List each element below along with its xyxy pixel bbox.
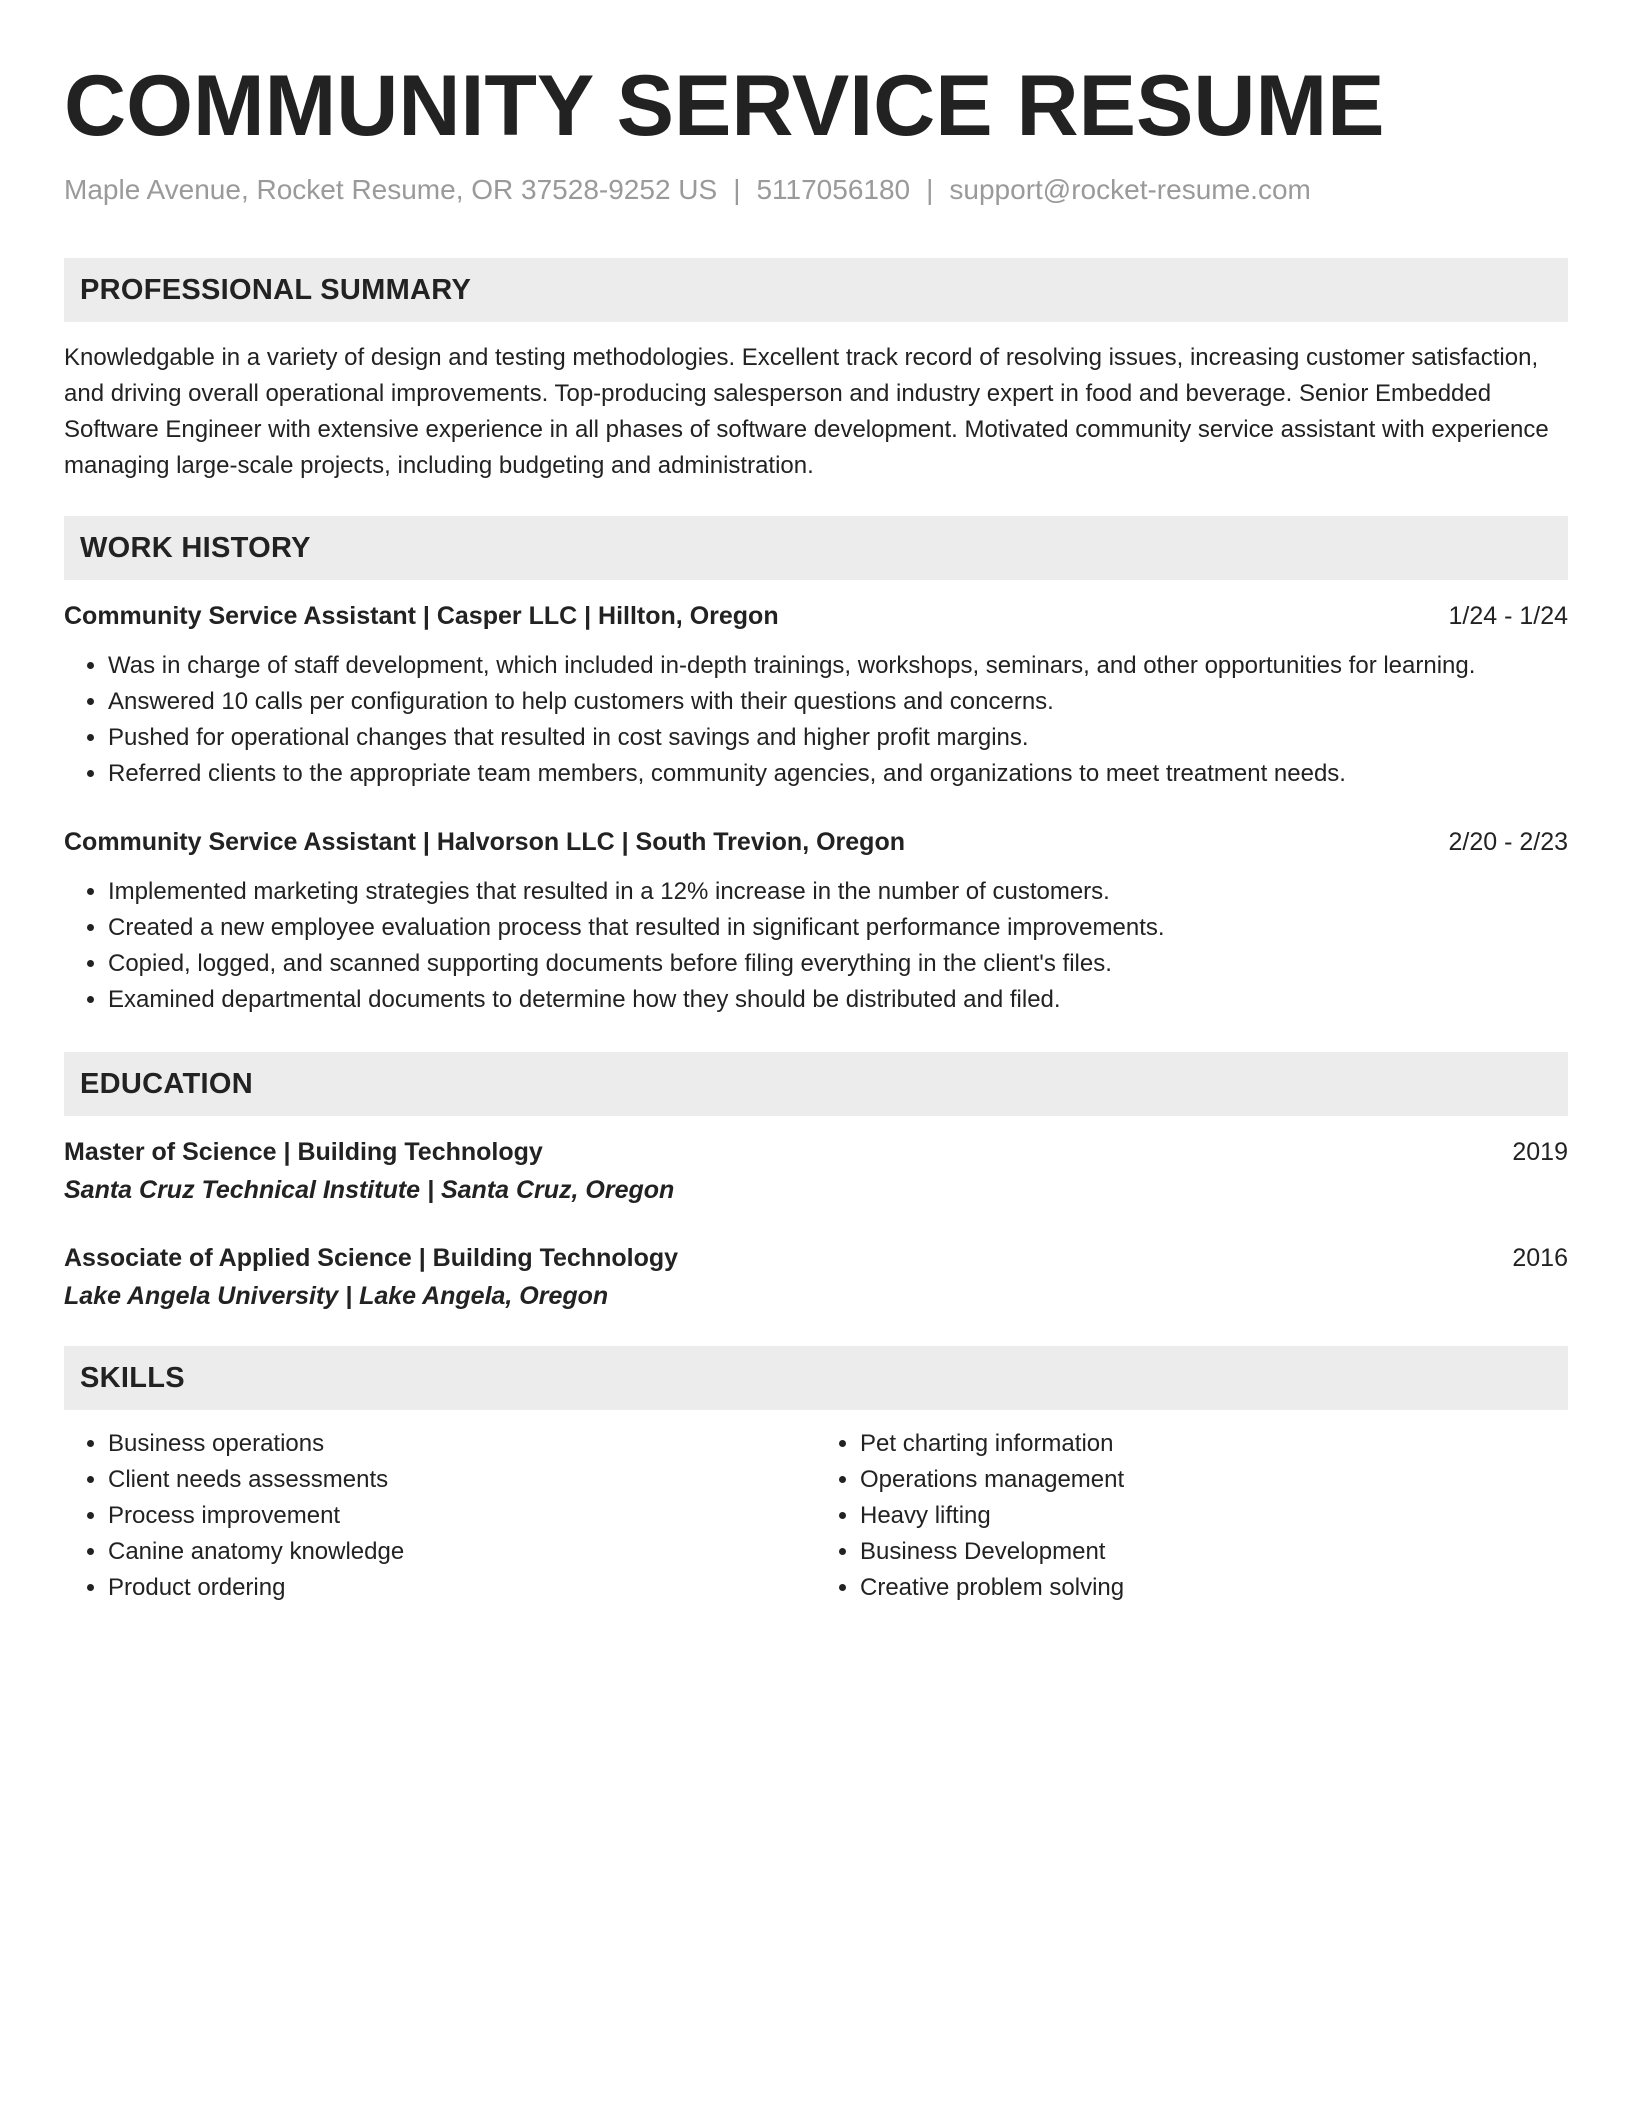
job-bullet: • Examined departmental documents to determine how they should be distributed and filed. bbox=[108, 982, 1568, 1018]
skill-item: • Client needs assessments bbox=[108, 1462, 816, 1498]
skill-item: • Product ordering bbox=[108, 1570, 816, 1606]
contact-email: support@rocket-resume.com bbox=[949, 174, 1311, 205]
job-bullet: • Answered 10 calls per configuration to help customers with their questions and concerns. bbox=[108, 684, 1568, 720]
education-header bbox=[64, 1134, 1568, 1170]
resume-title: COMMUNITY SERVICE RESUME bbox=[64, 58, 1385, 154]
contact-separator: | bbox=[733, 174, 741, 205]
job-header bbox=[64, 824, 1568, 860]
contact-line bbox=[64, 172, 1568, 208]
job-bullet: • Pushed for operational changes that resulted in cost savings and higher profit margins. bbox=[108, 720, 1568, 756]
education-degree: Associate of Applied Science | Building Technology bbox=[64, 1244, 679, 1272]
job-dates: 1/24 - 1/24 bbox=[1448, 602, 1568, 630]
job-entry bbox=[64, 598, 1568, 792]
skills-heading: SKILLS bbox=[64, 1346, 1568, 1410]
skills-left-column bbox=[64, 1426, 816, 1606]
education-school: Lake Angela University | Lake Angela, Oregon bbox=[64, 1282, 609, 1310]
education-section bbox=[64, 1052, 1568, 1316]
work-history-section bbox=[64, 516, 1568, 1018]
skill-item: • Canine anatomy knowledge bbox=[108, 1534, 816, 1570]
skills-section bbox=[64, 1346, 1568, 1606]
education-school: Santa Cruz Technical Institute | Santa Cruz, Oregon bbox=[64, 1176, 675, 1204]
skill-item: • Business operations bbox=[108, 1426, 816, 1462]
skill-item: • Creative problem solving bbox=[860, 1570, 1568, 1606]
education-header bbox=[64, 1240, 1568, 1276]
job-bullet: • Copied, logged, and scanned supporting documents before filing everything in the client's files. bbox=[108, 946, 1568, 982]
job-bullet: • Was in charge of staff development, which included in-depth trainings, workshops, seminars, and other opportunities for learning. bbox=[108, 648, 1568, 684]
job-title: Community Service Assistant | Halvorson LLC | South Trevion, Oregon bbox=[64, 828, 905, 856]
education-year: 2019 bbox=[1512, 1138, 1568, 1166]
skill-item: • Business Development bbox=[860, 1534, 1568, 1570]
education-entry bbox=[64, 1134, 1568, 1210]
job-dates: 2/20 - 2/23 bbox=[1448, 828, 1568, 856]
skill-item: • Process improvement bbox=[108, 1498, 816, 1534]
job-bullets bbox=[64, 874, 1568, 1018]
job-bullets bbox=[64, 648, 1568, 792]
contact-phone: 5117056180 bbox=[756, 174, 911, 205]
job-bullet: • Referred clients to the appropriate team members, community agencies, and organizations to meet treatment needs. bbox=[108, 756, 1568, 792]
education-heading: EDUCATION bbox=[64, 1052, 1568, 1116]
job-bullet: • Implemented marketing strategies that resulted in a 12% increase in the number of customers. bbox=[108, 874, 1568, 910]
summary-section bbox=[64, 258, 1568, 484]
job-entry bbox=[64, 824, 1568, 1018]
skills-right-column bbox=[816, 1426, 1568, 1606]
job-header bbox=[64, 598, 1568, 634]
skill-item: • Operations management bbox=[860, 1462, 1568, 1498]
job-bullet: • Created a new employee evaluation process that resulted in significant performance improvements. bbox=[108, 910, 1568, 946]
summary-text: Knowledgable in a variety of design and testing methodologies. Excellent track record of resolving issues, increasing customer satisfaction, and driving overall operational improvements. Top-producing salesperson and industry expert in food and beverage. Senior Embedded Software Engineer with extensive experience in all phases of software development. Motivated community service assistant with experience managing large-scale projects, including budgeting and administration. bbox=[64, 344, 1549, 479]
education-degree: Master of Science | Building Technology bbox=[64, 1138, 543, 1166]
job-title: Community Service Assistant | Casper LLC | Hillton, Oregon bbox=[64, 602, 779, 630]
summary-heading: PROFESSIONAL SUMMARY bbox=[64, 258, 1568, 322]
skill-item: • Pet charting information bbox=[860, 1426, 1568, 1462]
contact-address: Maple Avenue, Rocket Resume, OR 37528-9252 US bbox=[64, 174, 718, 205]
skills-columns bbox=[64, 1426, 1568, 1606]
work-history-heading: WORK HISTORY bbox=[64, 516, 1568, 580]
education-entry bbox=[64, 1240, 1568, 1316]
skill-item: • Heavy lifting bbox=[860, 1498, 1568, 1534]
contact-separator: | bbox=[926, 174, 934, 205]
education-year: 2016 bbox=[1512, 1244, 1568, 1272]
